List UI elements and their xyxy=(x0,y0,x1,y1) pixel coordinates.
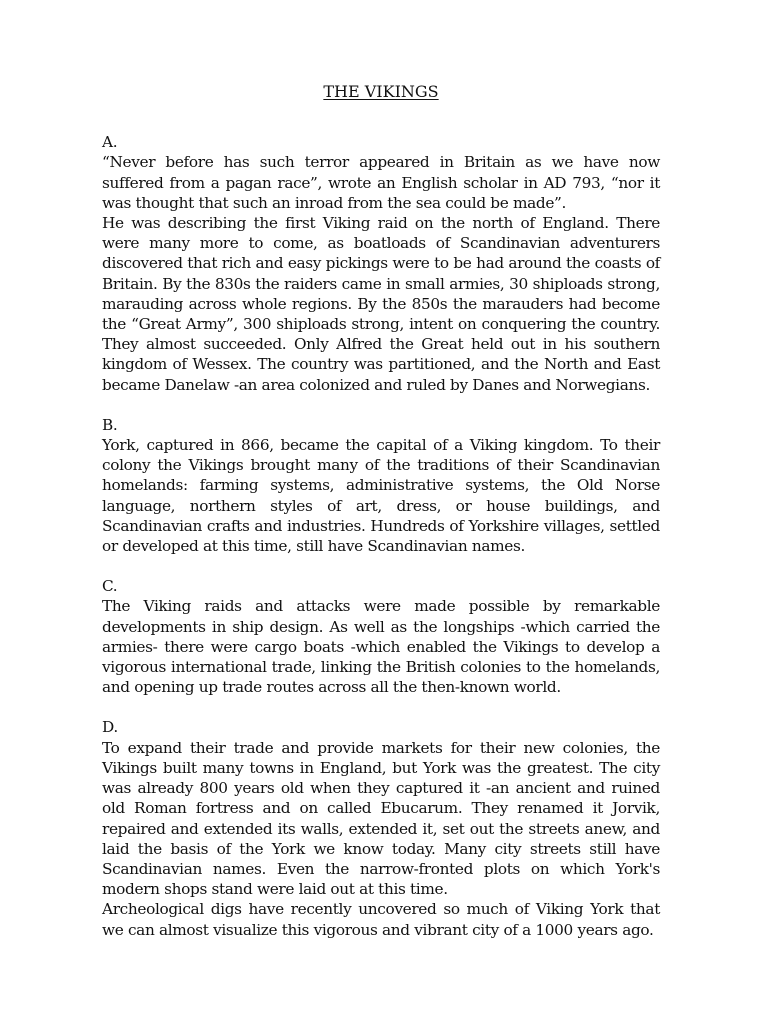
section-c xyxy=(102,576,660,697)
paragraph: The Viking raids and attacks were made possible by remarkable developments in ship design. As well as the longships -which carried the armies- there were cargo boats -which enabled the Vikings to develop a vigorous international trade, linking the British colonies to the homelands, and opening up trade routes across all the then-known world. xyxy=(102,597,660,697)
section-label: C. xyxy=(102,577,118,596)
section-label: B. xyxy=(102,415,118,434)
section-b xyxy=(102,415,660,556)
paragraph: York, captured in 866, became the capital of a Viking kingdom. To their colony the Vikings brought many of the traditions of their Scandinavian homelands: farming systems, administrative systems, the Old Norse language, northern styles of art, dress, or house buildings, and Scandinavian crafts and industries. Hundreds of Yorkshire villages, settled or developed at this time, still have Scandinavian names. xyxy=(102,436,660,556)
section-d xyxy=(102,717,660,939)
paragraph: Archeological digs have recently uncovered so much of Viking York that we can almost visualize this vigorous and vibrant city of a 1000 years ago. xyxy=(102,900,660,939)
paragraph: To expand their trade and provide markets for their new colonies, the Vikings built many towns in England, but York was the greatest. The city was already 800 years old when they captured it -an ancient and ruined old Roman fortress and on called Ebucarum. They renamed it Jorvik, repaired and extended its walls, extended it, set out the streets anew, and laid the basis of the York we know today. Many city streets still have Scandinavian names. Even the narrow-fronted plots on which York's modern shops stand were laid out at this time. xyxy=(102,738,660,899)
section-label: A. xyxy=(102,133,118,152)
document-page xyxy=(102,82,660,960)
paragraph: “Never before has such terror appeared in Britain as we have now suffered from a pagan race”, wrote an English scholar in AD 793, “nor it was thought that such an inroad from the sea could be made”. xyxy=(102,153,660,212)
document-title: THE VIKINGS xyxy=(323,82,439,101)
section-a xyxy=(102,132,660,395)
paragraph: He was describing the first Viking raid on the north of England. There were many more to come, as boatloads of Scandinavian adventurers discovered that rich and easy pickings were to be had around the coasts of Britain. By the 830s the raiders came in small armies, 30 shiploads strong, marauding across whole regions. By the 850s the marauders had become the “Great Army”, 300 shiploads strong, intent on conquering the country. They almost succeeded. Only Alfred the Great held out in his southern kingdom of Wessex. The country was partitioned, and the North and East became Danelaw -an area colonized and ruled by Danes and Norwegians. xyxy=(102,214,660,394)
section-label: D. xyxy=(102,718,118,737)
